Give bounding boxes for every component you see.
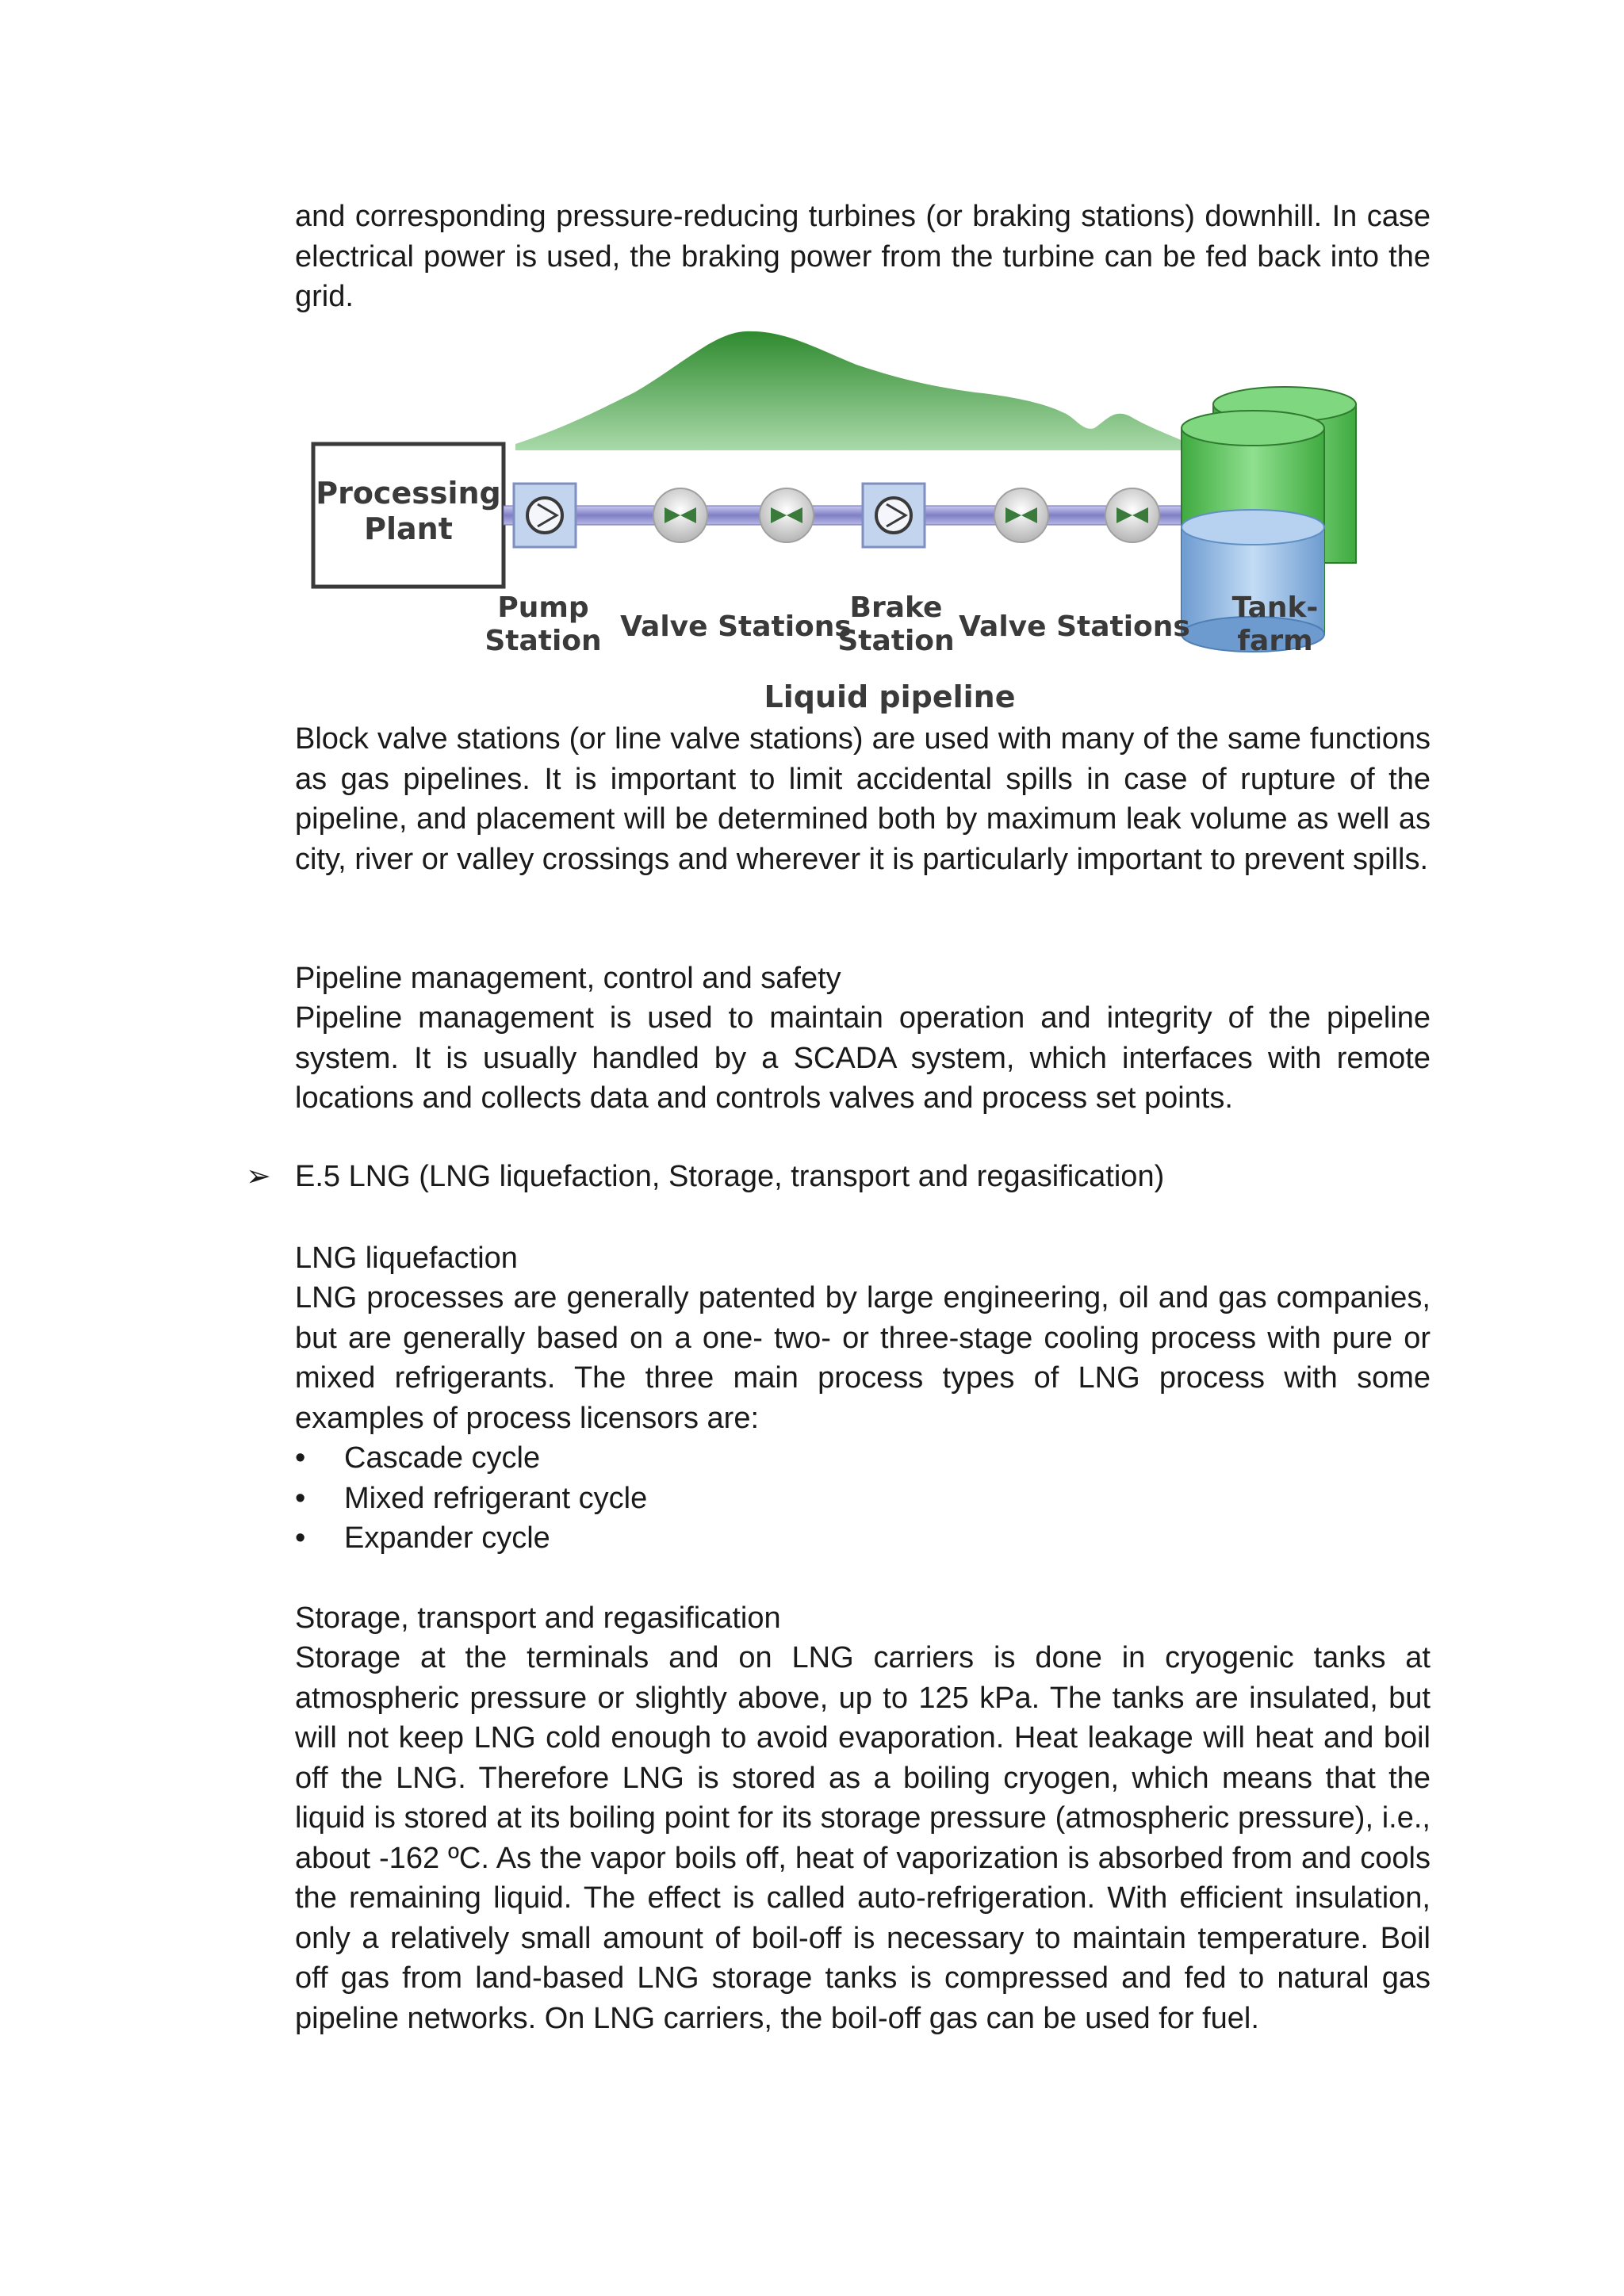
list-item <box>295 1438 647 1479</box>
intro-text: and corresponding pressure-reducing turbines (or braking stations) downhill. In case electrical power is used, the braking power from the turbine can be fed back into the grid. <box>295 200 1431 313</box>
section-e5-heading: E.5 LNG (LNG liquefaction, Storage, transport and regasification) <box>295 1160 1165 1193</box>
arrow-bullet-icon: ➢ <box>246 1160 271 1193</box>
pump-station-label-line1: Pump <box>497 591 589 624</box>
storage-paragraph <box>295 1638 1431 2038</box>
valve-icon <box>1105 488 1159 542</box>
pipeline-management-paragraph <box>295 998 1431 1119</box>
pipeline-management-heading: Pipeline management, control and safety <box>295 962 841 995</box>
block-valve-text: Block valve stations (or line valve stations) are used with many of the same functions as gas pipelines. It is important to limit accidental spills in case of rupture of the pipeline, and placement will be determined both by maximum leak volume as well as city, river or valley crossings and wherever it is particularly important to prevent spills. <box>295 722 1431 876</box>
processing-plant-label-line1: Processing <box>316 476 501 511</box>
intro-paragraph <box>295 197 1431 317</box>
storage-text: Storage at the terminals and on LNG carriers is done in cryogenic tanks at atmospheric pressure or slightly above, up to 125 kPa. The tanks are insulated, but will not keep LNG cold enough to avoid evaporation. Heat leakage will heat and boil off the LNG. Therefore LNG is stored as a boiling cryogen, which means that the liquid is stored at its boiling point for its storage pressure (atmospheric pressure), i.e., about -162 ºC. As the vapor boils off, heat of vaporization is absorbed from and cools the remaining liquid. The effect is called auto-refrigeration. With efficient insulation, only a relatively small amount of boil-off is necessary to maintain temperature. Boil off gas from land-based LNG storage tanks is compressed and fed to natural gas pipeline networks. On LNG carriers, the boil-off gas can be used for fuel. <box>295 1641 1431 2035</box>
lng-liquefaction-text: LNG processes are generally patented by large engineering, oil and gas companies, but are generally based on a one- two- or three-stage cooling process with pure or mixed refrigerants. The three main process types of LNG process with some examples of process licensors are: <box>295 1281 1431 1435</box>
mountain-shape <box>515 331 1189 450</box>
list-item-text: Mixed refrigerant cycle <box>344 1481 648 1515</box>
pipeline-management-text: Pipeline management is used to maintain operation and integrity of the pipeline system. It is usually handled by a SCADA system, which interfaces with remote locations and collects data and controls valves and process set points. <box>295 1001 1431 1115</box>
pipeline <box>504 506 1189 525</box>
storage-heading: Storage, transport and regasification <box>295 1601 781 1635</box>
list-item-text: Cascade cycle <box>344 1441 541 1475</box>
pump-station-label-line2: Station <box>485 625 602 657</box>
lng-liquefaction-paragraph <box>295 1278 1431 1438</box>
figure-caption: Liquid pipeline <box>764 679 1016 714</box>
lng-liquefaction-heading: LNG liquefaction <box>295 1242 518 1275</box>
lng-process-list <box>295 1438 647 1559</box>
bullet-dot: • <box>295 1521 306 1555</box>
valve-stations-label-2: Valve Stations <box>959 610 1190 643</box>
valve-icon <box>994 488 1048 542</box>
tank-farm-label-line2: farm <box>1237 625 1313 657</box>
liquid-pipeline-diagram <box>301 317 1396 729</box>
processing-plant-label-line2: Plant <box>364 511 453 546</box>
list-item-text: Expander cycle <box>344 1521 550 1555</box>
bullet-dot: • <box>295 1481 306 1515</box>
brake-station-label-line2: Station <box>837 625 955 657</box>
tank-farm-label-line1: Tank- <box>1231 591 1319 624</box>
valve-stations-label-1: Valve Stations <box>620 610 852 643</box>
list-item <box>295 1479 647 1519</box>
pump-station-icon <box>514 484 576 547</box>
valve-icon <box>653 488 707 542</box>
bullet-dot: • <box>295 1441 306 1475</box>
block-valve-paragraph <box>295 719 1431 879</box>
brake-station-icon <box>863 484 925 547</box>
valve-icon <box>760 488 814 542</box>
list-item <box>295 1518 647 1559</box>
brake-station-label-line1: Brake <box>849 591 943 624</box>
